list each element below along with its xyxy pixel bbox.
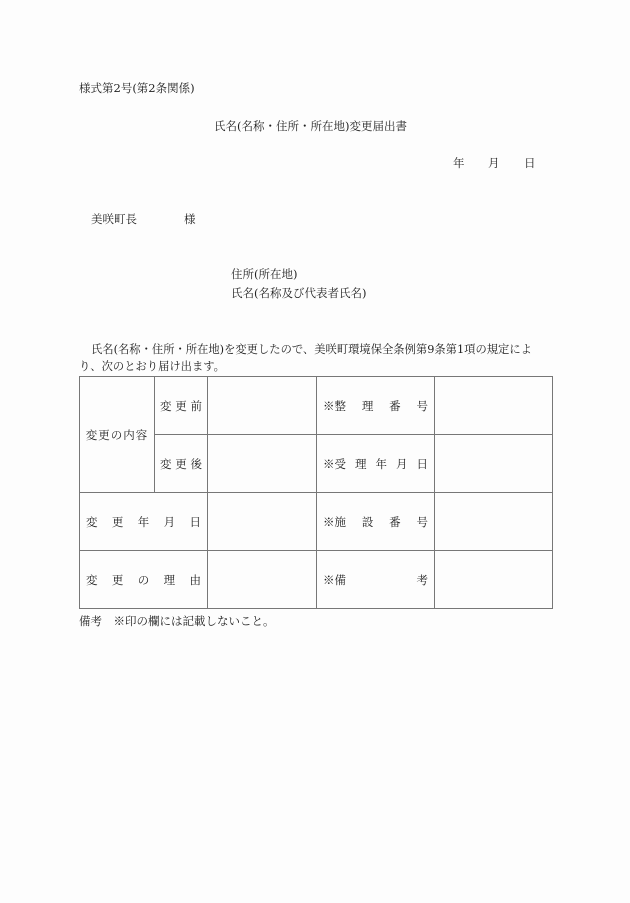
received-date-label: ※受 理 年 月 日 (317, 435, 435, 493)
facility-number-field (435, 493, 553, 551)
before-value-field[interactable] (208, 377, 317, 435)
ref-number-field (435, 377, 553, 435)
table-row (80, 493, 553, 551)
applicant-address-label: 住所(所在地) (231, 267, 298, 281)
received-date-field (435, 435, 553, 493)
before-label: 変 更 前 (155, 377, 208, 435)
change-content-label: 変更の内容 (80, 377, 155, 493)
footnote: 備考 ※印の欄には記載しないこと。 (79, 614, 275, 628)
after-value-field[interactable] (208, 435, 317, 493)
remarks-label: ※備 考 (317, 551, 435, 609)
change-reason-field[interactable] (208, 551, 317, 609)
change-date-field[interactable] (208, 493, 317, 551)
change-details-table (79, 376, 553, 609)
change-date-label: 変 更 年 月 日 (80, 493, 208, 551)
remarks-field (435, 551, 553, 609)
applicant-name-label: 氏名(名称及び代表者氏名) (231, 286, 367, 300)
table-row (80, 377, 553, 435)
body-text-line2: り、次のとおり届け出ます。 (79, 360, 225, 373)
date-year-label: 年 (453, 156, 465, 170)
facility-number-label: ※施 設 番 号 (317, 493, 435, 551)
addressee-honorific: 様 (184, 212, 196, 226)
table-row (80, 551, 553, 609)
body-text-line1: 氏名(名称・住所・所在地)を変更したので、美咲町環境保全条例第9条第1項の規定によ (91, 343, 532, 356)
form-number: 様式第2号(第2条関係) (79, 81, 195, 95)
addressee-name: 美咲町長 (91, 212, 137, 226)
date-month-label: 月 (488, 156, 500, 170)
ref-number-label: ※整 理 番 号 (317, 377, 435, 435)
form-title: 氏名(名称・住所・所在地)変更届出書 (214, 119, 407, 133)
change-reason-label: 変 更 の 理 由 (80, 551, 208, 609)
after-label: 変 更 後 (155, 435, 208, 493)
date-day-label: 日 (524, 156, 536, 170)
